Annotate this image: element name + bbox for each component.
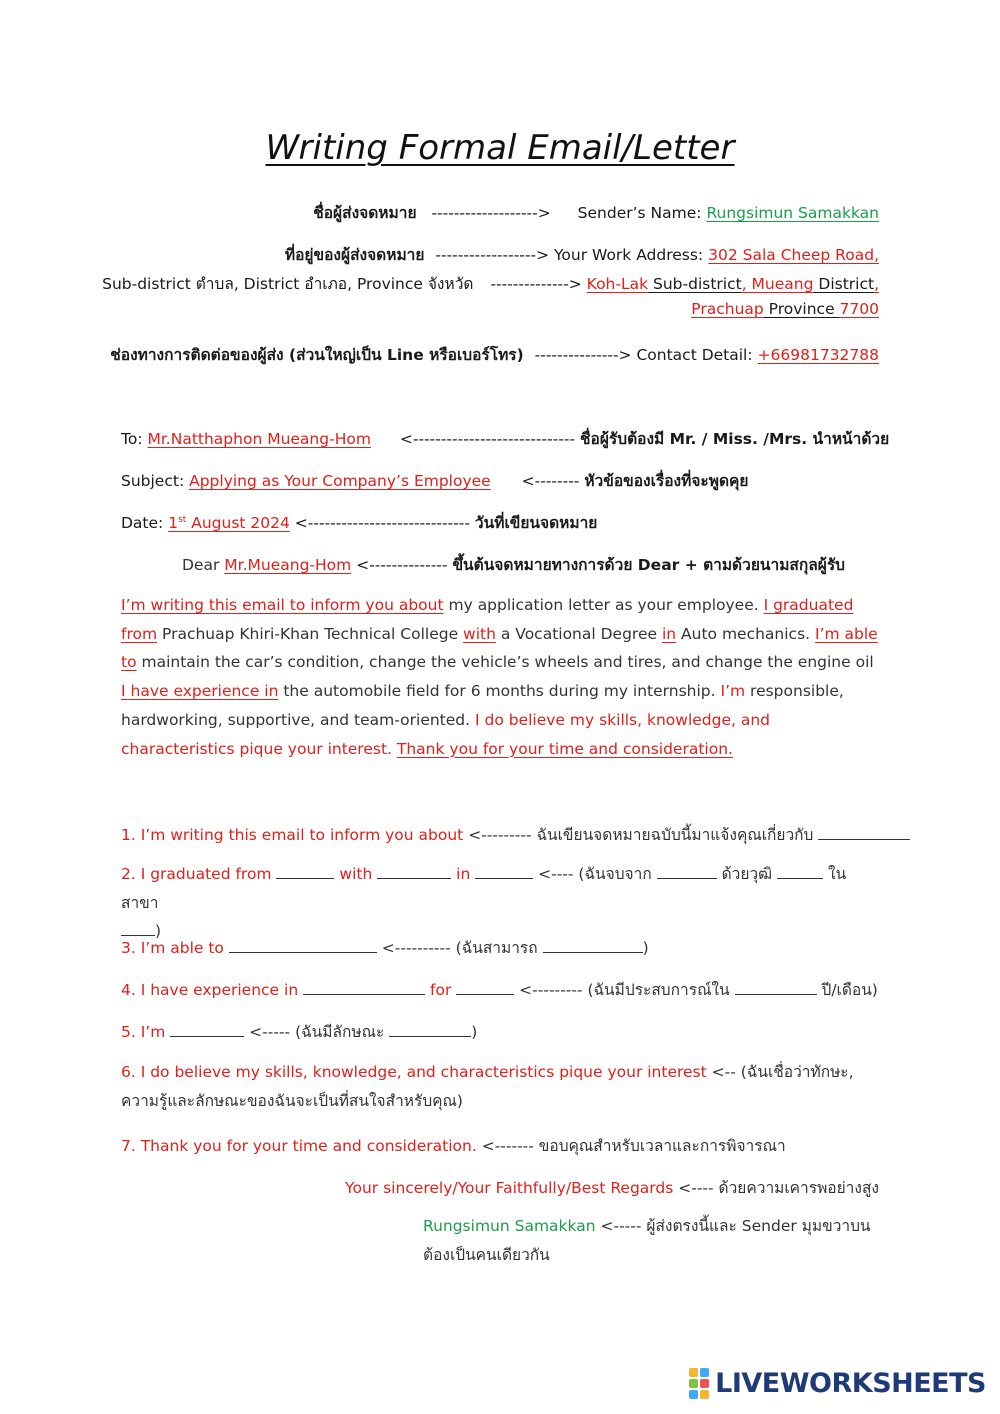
list-item-7-en: 7. Thank you for your time and consideration. bbox=[121, 1137, 477, 1155]
body-phrase-1: I’m writing this email to inform you about bbox=[121, 596, 444, 614]
to-line bbox=[121, 426, 889, 451]
sender-name-thai-label: ชื่อผู้ส่งจดหมาย bbox=[313, 204, 417, 222]
list-item-5-arrow: <----- bbox=[244, 1023, 291, 1041]
blank-field[interactable] bbox=[735, 980, 817, 995]
date-month-year: August 2024 bbox=[186, 514, 290, 532]
letter-body bbox=[121, 591, 881, 763]
body-phrase-3: with bbox=[463, 624, 496, 643]
blank-field[interactable] bbox=[121, 921, 155, 936]
province-label: Province bbox=[763, 300, 840, 318]
list-item-3-en: 3. I’m able to bbox=[121, 939, 229, 957]
list-item-5-th: (ฉันมีลักษณะ bbox=[290, 1023, 390, 1041]
body-text-1: my application letter as your employee. bbox=[443, 596, 764, 614]
blank-field[interactable] bbox=[389, 1022, 471, 1037]
list-item-5-close: ) bbox=[471, 1023, 478, 1041]
list-item-2-close: ) bbox=[155, 922, 162, 940]
subject-arrow: <-------- bbox=[521, 472, 580, 490]
signature-line bbox=[423, 1212, 873, 1269]
body-phrase-4: in bbox=[661, 624, 677, 643]
list-item-3-th: (ฉันสามารถ bbox=[450, 939, 543, 957]
body-phrase-6: I have experience in bbox=[121, 682, 279, 701]
body-phrase-8: I do believe my skills, knowledge, and characteristics pique your interest bbox=[121, 710, 771, 758]
address-comma-1: , bbox=[741, 275, 747, 293]
sender-name-label: Sender’s Name: bbox=[577, 204, 702, 222]
list-item-4 bbox=[121, 977, 878, 1002]
list-item-1-th: ฉันเขียนจดหมายฉบับนี้มาแจ้งคุณเกี่ยวกับ bbox=[531, 826, 819, 844]
date-value bbox=[168, 514, 290, 532]
date-note: วันที่เขียนจดหมาย bbox=[474, 514, 598, 532]
body-text-8: . bbox=[387, 739, 397, 758]
list-item-6-arrow: <-- bbox=[706, 1063, 736, 1081]
signature-arrow: <----- bbox=[595, 1217, 642, 1235]
body-text-3: a Vocational Degree bbox=[495, 624, 662, 643]
date-line bbox=[121, 510, 597, 535]
list-item-1 bbox=[121, 822, 910, 847]
list-item-4-th-2: ปี/เดือน) bbox=[816, 981, 878, 999]
list-item-2-en-1: 2. I graduated from bbox=[121, 865, 277, 883]
body-text-5: maintain the car’s condition, change the vehicle’s wheels and tires, and change the engine oil bbox=[136, 653, 874, 672]
list-item-2-th-3: ในสาขา bbox=[121, 865, 847, 912]
list-item-2-en-2: with bbox=[334, 865, 378, 883]
closing-arrow: <---- bbox=[673, 1179, 714, 1197]
sender-name-arrow: -------------------> bbox=[431, 204, 551, 222]
closing-note: ด้วยความเคารพอย่างสูง bbox=[713, 1179, 879, 1197]
subject-note: หัวข้อของเรื่องที่จะพูดคุย bbox=[584, 472, 749, 490]
list-item-2-th-1: (ฉันจบจาก bbox=[573, 865, 657, 883]
list-item-6-th: (ฉันเชื่อว่าทักษะ, ความรู้และลักษณะของฉันจะเป็นที่สนใจสำหรับคุณ) bbox=[121, 1063, 854, 1110]
body-phrase-2: I graduated from bbox=[121, 596, 854, 643]
address-arrow: ------------------> bbox=[435, 246, 550, 264]
address-line-3 bbox=[691, 300, 879, 318]
list-item-4-en-2: for bbox=[425, 981, 457, 999]
signature-value: Rungsimun Samakkan bbox=[423, 1217, 596, 1235]
page-title: Writing Formal Email/Letter bbox=[265, 128, 735, 168]
blank-field[interactable] bbox=[475, 864, 533, 879]
to-label: To: bbox=[121, 430, 143, 448]
sender-name-line bbox=[313, 200, 879, 225]
list-item-3-close: ) bbox=[642, 939, 649, 957]
list-item-7 bbox=[121, 1133, 786, 1158]
list-item-2-th-2: ด้วยวุฒิ bbox=[716, 865, 778, 883]
list-item-2-en-3: in bbox=[451, 865, 476, 883]
province-value: Prachuap bbox=[691, 300, 764, 318]
body-text-7: responsible, hardworking, supportive, and team-oriented. bbox=[121, 682, 844, 729]
contact-label: Contact Detail: bbox=[636, 346, 753, 364]
district-value: Mueang bbox=[746, 275, 814, 293]
blank-field[interactable] bbox=[818, 825, 910, 840]
address-comma-2: , bbox=[874, 275, 879, 293]
closing-line bbox=[345, 1175, 879, 1200]
body-text-4: Auto mechanics. bbox=[676, 624, 816, 643]
address-line-2-arrow: --------------> bbox=[490, 275, 582, 293]
address-label: Your Work Address: bbox=[554, 246, 704, 264]
address-thai-label: ที่อยู่ของผู้ส่งจดหมาย bbox=[284, 246, 425, 264]
date-label: Date: bbox=[121, 514, 164, 532]
dear-label: Dear bbox=[182, 556, 220, 574]
dear-value: Mr.Mueang-Hom bbox=[224, 556, 352, 574]
subdistrict-value: Koh-Lak bbox=[586, 275, 649, 293]
list-item-2-arrow: <---- bbox=[533, 865, 574, 883]
dear-note: ขึ้นต้นจดหมายทางการด้วย Dear + ตามด้วยนามสกุลผู้รับ bbox=[452, 556, 846, 574]
list-item-1-en: 1. I’m writing this email to inform you about bbox=[121, 826, 464, 844]
dear-line bbox=[182, 552, 845, 577]
blank-field[interactable] bbox=[303, 980, 425, 995]
date-day: 1 bbox=[168, 514, 179, 532]
address-line-2-label: Sub-district ตำบล, District อำเภอ, Province จังหวัด bbox=[102, 275, 474, 293]
list-item-3-arrow: <---------- bbox=[376, 939, 451, 957]
list-item-1-arrow: <--------- bbox=[463, 826, 532, 844]
contact-arrow: ---------------> bbox=[534, 346, 632, 364]
blank-field[interactable] bbox=[543, 938, 643, 953]
body-phrase-7: I’m bbox=[720, 682, 746, 701]
list-item-4-en-1: 4. I have experience in bbox=[121, 981, 304, 999]
list-item-5-en: 5. I’m bbox=[121, 1023, 171, 1041]
blank-field[interactable] bbox=[377, 864, 451, 879]
list-item-2 bbox=[121, 860, 881, 946]
dear-arrow: <-------------- bbox=[356, 556, 448, 574]
body-phrase-9: Thank you for your time and consideration. bbox=[396, 739, 733, 758]
subject-value: Applying as Your Company’s Employee bbox=[189, 472, 491, 490]
list-item-3 bbox=[121, 935, 649, 960]
sender-name-value: Rungsimun Samakkan bbox=[706, 204, 879, 222]
district-label: District bbox=[813, 275, 875, 293]
contact-thai-label: ช่องทางการติดต่อของผู้ส่ง (ส่วนใหญ่เป็น Line หรือเบอร์โทร) bbox=[110, 346, 524, 364]
body-phrase-5: I’m able to bbox=[121, 624, 878, 672]
blank-field[interactable] bbox=[276, 864, 334, 879]
liveworksheets-logo bbox=[689, 1368, 986, 1398]
address-line bbox=[285, 242, 879, 267]
liveworksheets-logo-text: LIVEWORKSHEETS bbox=[715, 1367, 986, 1399]
body-text-2: Prachuap Khiri-Khan Technical College bbox=[157, 624, 464, 643]
body-text-6: the automobile field for 6 months during my internship. bbox=[278, 682, 721, 701]
to-note: ชื่อผู้รับต้องมี Mr. / Miss. /Mrs. นำหน้าด้วย bbox=[580, 430, 890, 448]
blank-field[interactable] bbox=[229, 938, 377, 953]
contact-value: +66981732788 bbox=[757, 346, 879, 364]
list-item-6-en: 6. I do believe my skills, knowledge, and characteristics pique your interest bbox=[121, 1063, 707, 1081]
postal-code: 7700 bbox=[839, 300, 879, 318]
list-item-5 bbox=[121, 1019, 477, 1044]
to-value: Mr.Natthaphon Mueang-Hom bbox=[147, 430, 371, 448]
closing-value: Your sincerely/Your Faithfully/Best Regards bbox=[345, 1179, 674, 1197]
blank-field[interactable] bbox=[456, 980, 514, 995]
date-suffix: st bbox=[178, 514, 187, 525]
date-arrow: <----------------------------- bbox=[294, 514, 470, 532]
blank-field[interactable] bbox=[657, 864, 717, 879]
address-value: 302 Sala Cheep Road, bbox=[708, 246, 879, 264]
list-item-6 bbox=[121, 1058, 866, 1115]
subject-line bbox=[121, 468, 749, 493]
to-arrow: <----------------------------- bbox=[399, 430, 576, 448]
liveworksheets-logo-icon bbox=[689, 1368, 709, 1399]
subject-label: Subject: bbox=[121, 472, 185, 490]
subdistrict-label: Sub-district bbox=[648, 275, 742, 293]
address-line-2 bbox=[102, 271, 879, 296]
list-item-7-th: ขอบคุณสำหรับเวลาและการพิจารณา bbox=[533, 1137, 786, 1155]
list-item-7-arrow: <------- bbox=[476, 1137, 534, 1155]
list-item-4-th-1: (ฉันมีประสบการณ์ใน bbox=[582, 981, 735, 999]
list-item-4-arrow: <--------- bbox=[514, 981, 583, 999]
signature-note: ผู้ส่งตรงนี้และ Sender มุมขวาบนต้องเป็นคนเดียวกัน bbox=[423, 1217, 871, 1264]
blank-field[interactable] bbox=[170, 1022, 244, 1037]
blank-field[interactable] bbox=[777, 864, 823, 879]
contact-line bbox=[110, 342, 879, 367]
